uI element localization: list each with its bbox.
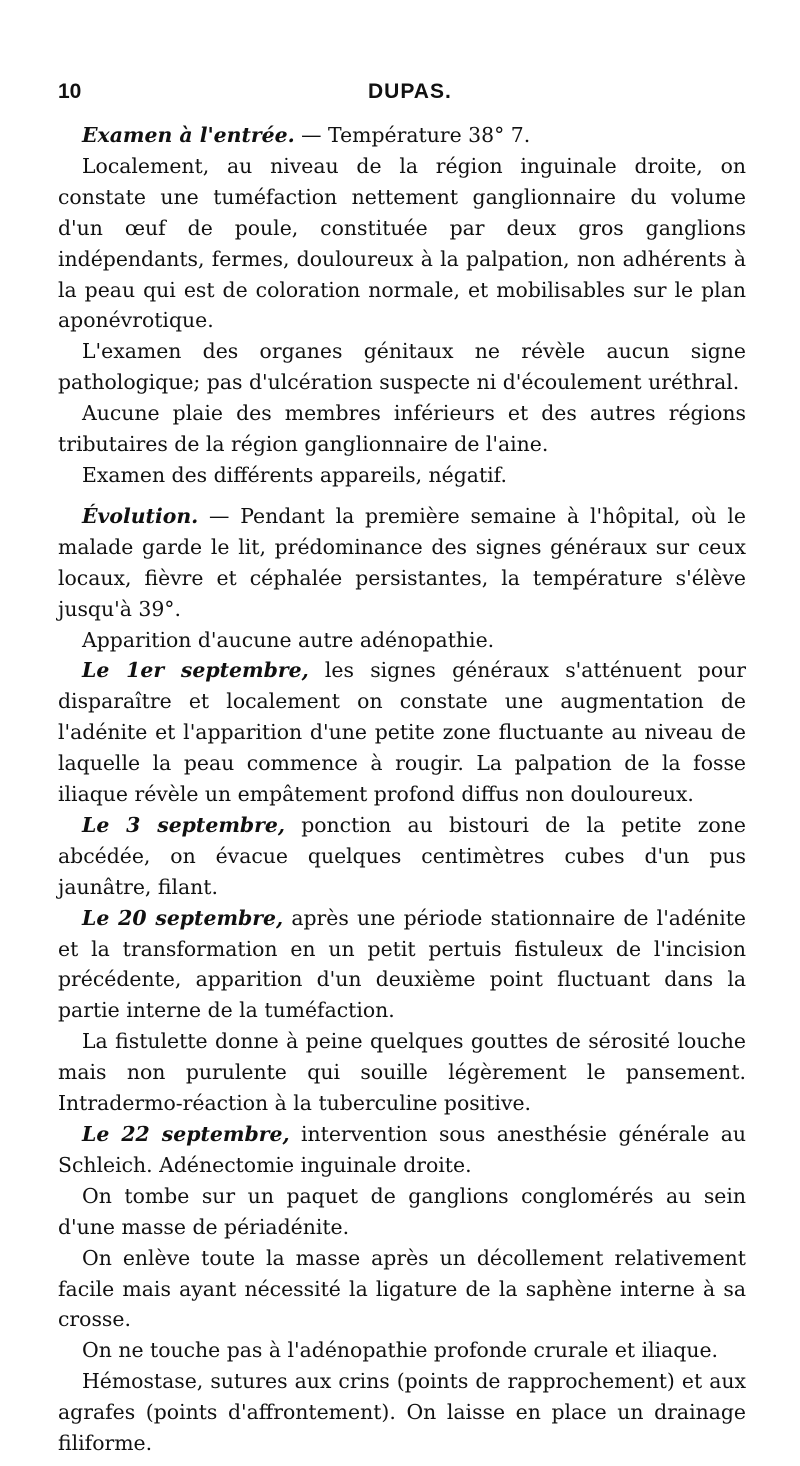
paragraph-september-20 xyxy=(58,903,746,1027)
paragraph-deep-adenopathy xyxy=(58,1335,746,1366)
date-lead: Le 20 septembre, xyxy=(82,905,284,930)
paragraph-text: L'examen des organes génitaux ne révèle aucun signe pathologique; pas d'ulcération suspecte ni d'écoulement uréthral. xyxy=(58,339,746,395)
paragraph-september-3 xyxy=(58,810,746,903)
paragraph-text: les signes généraux s'atténuent pour disparaître et localement on constate une augmentation de l'adénite et l'apparition d'une petite zone fluctuante au niveau de laquelle la peau commence à rougir. La palpation de la fosse iliaque révèle un empâtement profond diffus non douloureux. xyxy=(58,658,746,807)
paragraph-text: On ne touche pas à l'adénopathie profonde crurale et iliaque. xyxy=(82,1338,719,1363)
paragraph-text: Examen des différents appareils, négatif. xyxy=(82,462,507,487)
section-lead: Examen à l'entrée. xyxy=(82,123,295,147)
paragraph-hemostasis xyxy=(58,1366,746,1459)
paragraph-text: Aucune plaie des membres inférieurs et des autres régions tributaires de la région ganglionnaire de l'aine. xyxy=(58,401,746,457)
paragraph-local-exam xyxy=(58,151,746,336)
paragraph-september-1 xyxy=(58,655,746,810)
date-lead: Le 22 septembre, xyxy=(82,1122,290,1146)
paragraph-exam-entry xyxy=(58,120,746,151)
paragraph-text: après une période stationnaire de l'adénite et la transformation en un petit pertuis fistuleux de l'incision précédente, apparition d'un deuxième point fluctuant dans la partie interne de la tuméfaction. xyxy=(58,905,747,1023)
paragraph-mass-removed xyxy=(58,1243,746,1336)
paragraph-no-wound xyxy=(58,398,746,460)
date-lead: Le 1er septembre, xyxy=(82,658,309,683)
page-header xyxy=(58,80,742,114)
paragraph-text: — Température 38° 7. xyxy=(294,123,531,147)
paragraph-genital-exam xyxy=(58,336,746,398)
paragraph-fistula xyxy=(58,1026,746,1119)
page-number: 10 xyxy=(58,80,82,103)
paragraph-text: — Pendant la première semaine à l'hôpital, où le malade garde le lit, prédominance des signes généraux sur ceux locaux, fièvre et céphalée persistantes, la température s'élève jusqu'à 39°. xyxy=(58,503,746,621)
paragraph-text: ponction au bistouri de la petite zone abcédée, on évacue quelques centimètres cubes d'un pus jaunâtre, filant. xyxy=(58,812,746,899)
paragraph-evolution xyxy=(58,501,746,625)
page-body xyxy=(58,120,746,1459)
paragraph-text: La fistulette donne à peine quelques gouttes de sérosité louche mais non purulente qui souille légèrement le pansement. Intradermo-réaction à la tuberculine positive. xyxy=(58,1029,746,1116)
paragraph-other-systems xyxy=(58,460,746,491)
paragraph-text: Localement, au niveau de la région inguinale droite, on constate une tuméfaction nettement ganglionnaire du volume d'un œuf de poule, constituée par deux gros ganglions indépendants, fermes, douloureux à la palpation, non adhérents à la peau qui est de coloration normale, et mobilisables sur le plan aponévrotique. xyxy=(58,153,746,333)
paragraph-text: intervention sous anesthésie générale au Schleich. Adénectomie inguinale droite. xyxy=(58,1122,746,1177)
paragraph-text: Apparition d'aucune autre adénopathie. xyxy=(82,627,495,652)
paragraph-september-22 xyxy=(58,1119,746,1181)
paragraph-text: Hémostase, sutures aux crins (points de rapprochement) et aux agrafes (points d'affrontement). On laisse en place un drainage filiforme. xyxy=(58,1369,746,1456)
running-head: DUPAS. xyxy=(368,80,452,103)
date-lead: Le 3 septembre, xyxy=(82,812,285,837)
paragraph-no-other-adenopathy xyxy=(58,625,746,656)
paragraph-text: On enlève toute la masse après un décollement relativement facile mais ayant nécessité la ligature de la saphène interne à sa crosse. xyxy=(58,1245,746,1332)
paragraph-text: On tombe sur un paquet de ganglions conglomérés au sein d'une masse de périadénite. xyxy=(58,1183,746,1239)
paragraph-ganglia-found xyxy=(58,1181,746,1243)
section-lead: Évolution. xyxy=(82,503,199,528)
